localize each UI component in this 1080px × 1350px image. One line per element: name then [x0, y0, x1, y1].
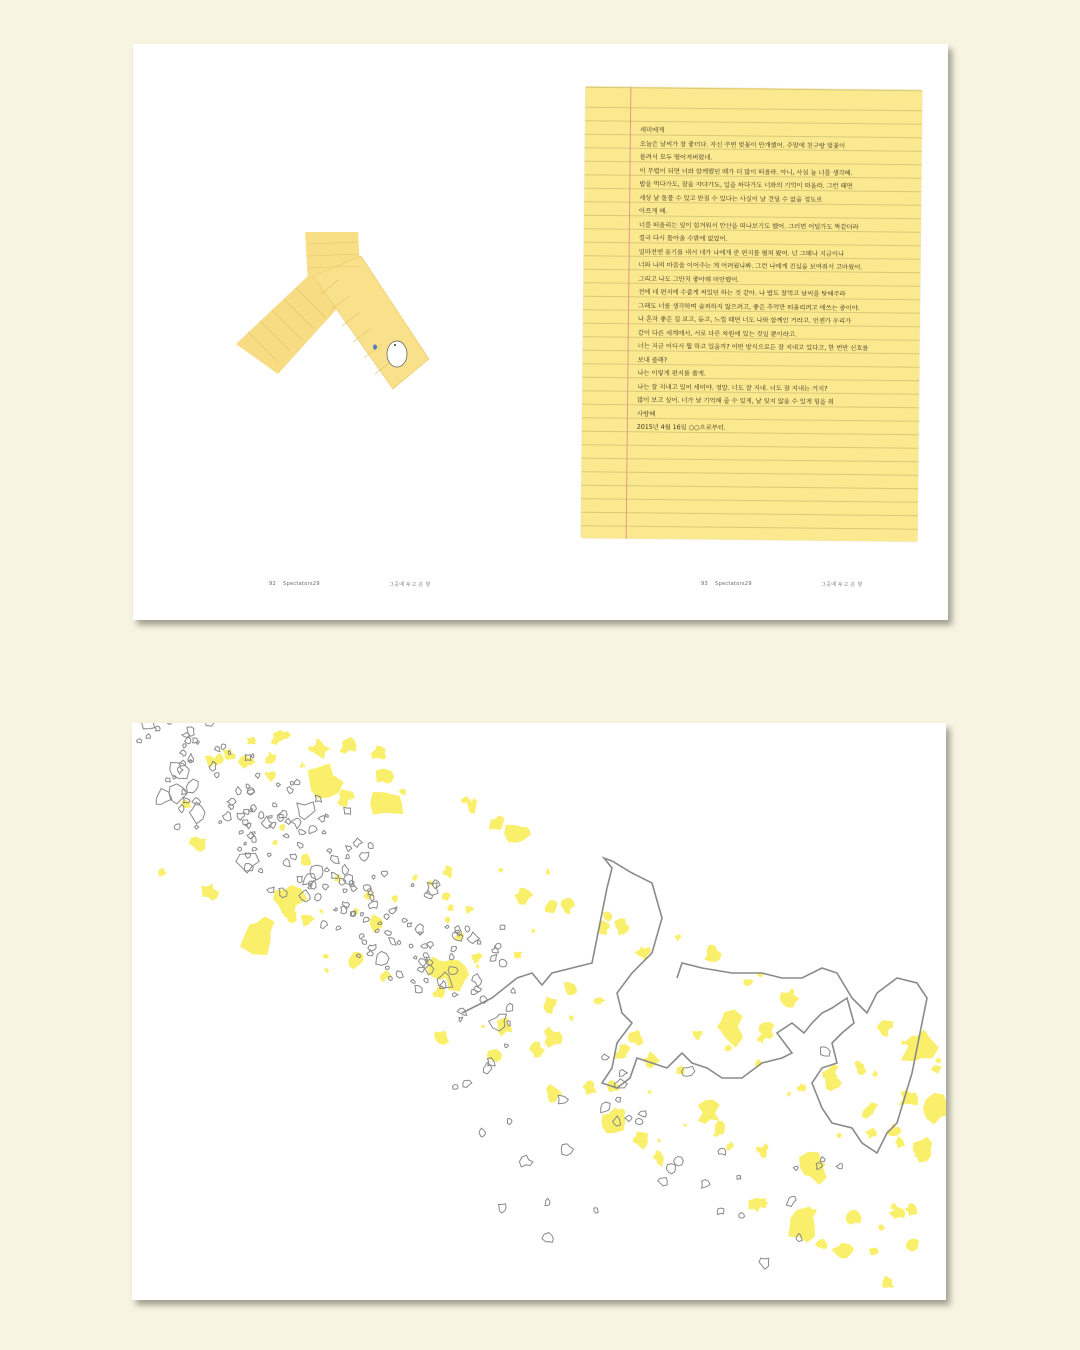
yellow-splash [272, 840, 277, 846]
island-outline [472, 974, 482, 987]
yellow-splash [743, 979, 753, 986]
letter-line: 그리고 나도 그만치 좋아해 미안했어. [638, 274, 740, 284]
yellow-splash [904, 1203, 917, 1216]
island-outline [402, 919, 407, 923]
yellow-splash [487, 1049, 503, 1062]
yellow-splash [284, 911, 297, 923]
right-magazine-name: Spectators29 [715, 581, 752, 587]
handwritten-letter-paper [581, 86, 923, 542]
island-outline [297, 802, 315, 820]
letter-line: 세미에게 [639, 125, 665, 135]
letter-line: 나는 이렇게 편지를 쓸게. [637, 368, 706, 378]
island-outline [299, 830, 306, 835]
island-outline [465, 926, 470, 932]
island-outline [315, 894, 321, 901]
bottom-magazine-spread [132, 723, 946, 1300]
yellow-splash [481, 1024, 486, 1028]
island-outline [601, 1102, 610, 1113]
yellow-splash [895, 1136, 905, 1149]
island-outline [283, 834, 289, 838]
yellow-splash [899, 1090, 919, 1106]
yellow-splash [376, 769, 395, 784]
yellow-splash [869, 1248, 879, 1256]
island-outline [193, 738, 198, 743]
island-outline [353, 838, 362, 847]
yellow-splashes [158, 730, 946, 1288]
island-outline [372, 875, 375, 879]
letter-line: 많이 보고 싶어. 너가 날 기억해 줄 수 있게, 날 잊지 않을 수 있게 힘을 줘 [637, 395, 834, 406]
yellow-splash [546, 869, 550, 876]
island-outline [542, 1233, 553, 1243]
island-outline [424, 978, 428, 983]
island-outline [511, 988, 516, 993]
island-outline [142, 723, 156, 729]
yellow-splash [312, 738, 331, 759]
island-outline [479, 1128, 486, 1137]
yellow-splash [529, 1041, 545, 1057]
island-outline [545, 1198, 550, 1205]
right-section-title: 그곳에 두고 온 방 [821, 582, 863, 588]
island-outline [334, 908, 338, 911]
island-outline [384, 914, 389, 920]
yellow-splash [447, 904, 454, 911]
island-outline [363, 917, 369, 922]
yellow-splash [906, 1239, 920, 1252]
letter-line: 같이 다른 세계에서, 서로 다른 차원에 있는 것일 뿐이라고. [637, 328, 797, 338]
island-outline [323, 884, 329, 890]
yellow-splash [652, 1150, 664, 1167]
island-outline [498, 1204, 506, 1213]
yellow-splash [301, 854, 311, 866]
island-outline [310, 865, 323, 880]
yellow-splash [504, 825, 531, 843]
island-outline [277, 783, 281, 787]
island-outline [666, 1164, 675, 1174]
island-outline [291, 781, 294, 785]
island-outline [820, 1047, 830, 1056]
island-outline [344, 807, 351, 814]
island-outline [445, 925, 449, 928]
island-outline [228, 805, 234, 810]
island-outline [294, 779, 300, 785]
yellow-splash [726, 1142, 734, 1151]
island-outline [409, 944, 413, 948]
island-outline [423, 953, 429, 958]
island-outline [303, 874, 316, 885]
island-outline [252, 832, 255, 835]
island-outline [167, 723, 171, 724]
island-outline [341, 907, 347, 915]
island-outline [519, 1155, 532, 1167]
letter-line: 나는 잘 지내고 있어 세미야. 정말. 너도 잘 지내. 너도 잘 지내는 거지? [637, 382, 828, 393]
island-outline [137, 739, 142, 743]
island-outline [361, 913, 364, 917]
island-outline [786, 1196, 796, 1206]
letter-line: 2015년 4월 16일 ○○으로부터. [636, 422, 726, 432]
yellow-splash [308, 763, 344, 798]
yellow-splash [862, 1102, 878, 1119]
island-outline [273, 803, 277, 807]
yellow-splash [748, 1197, 762, 1212]
yellow-splash [878, 1224, 884, 1231]
yellow-splash [787, 1092, 791, 1097]
yellow-splash [676, 1065, 685, 1074]
yellow-splash [340, 737, 357, 754]
island-outline [342, 902, 349, 909]
island-outline [242, 820, 248, 825]
island-outline [359, 934, 364, 940]
island-outline [247, 832, 254, 839]
yellow-splash [569, 1015, 574, 1021]
island-outline [297, 843, 303, 849]
yellow-splash [371, 745, 386, 759]
island-outline [287, 787, 293, 794]
yellow-splash [322, 953, 329, 958]
yellow-splash [647, 1090, 652, 1094]
island-outline [381, 871, 388, 877]
island-outline [483, 1062, 491, 1074]
yellow-splash [238, 755, 255, 769]
yellow-splash [434, 1031, 449, 1046]
island-outline [602, 1054, 610, 1060]
coastline-outline [462, 858, 927, 1153]
island-outline [619, 1070, 627, 1077]
letter-line: 아프게 해. [639, 206, 668, 216]
island-outline [453, 1085, 458, 1090]
letter-line: 결국 다시 돌아올 수밖에 없었어. [638, 233, 728, 243]
island-outline [407, 923, 411, 927]
island-outline [251, 754, 254, 758]
yellow-splash [717, 1009, 743, 1047]
island-outline [616, 1097, 621, 1102]
island-outline [290, 854, 297, 860]
island-outline [283, 858, 290, 866]
island-outline [836, 1163, 842, 1169]
letter-line: 밥을 먹다가도, 잠을 자다가도, 일을 하다가도 너와의 기억이 떠올라. 그런 때면 [639, 179, 853, 191]
island-outline [385, 966, 389, 969]
island-outline [165, 778, 170, 782]
yellow-splash [923, 1093, 946, 1124]
island-outline [331, 856, 340, 864]
island-outline [308, 886, 311, 889]
island-outline [411, 979, 415, 983]
yellow-splash [832, 1243, 854, 1259]
yellow-splash [444, 917, 450, 923]
yellow-splash [693, 1031, 703, 1040]
map-illustration [132, 723, 946, 1300]
yellow-splash [319, 909, 323, 914]
yellow-splash [189, 837, 206, 852]
margin-line [626, 87, 632, 539]
yellow-splash [593, 997, 605, 1005]
yellow-splash [628, 1030, 643, 1046]
island-outline [463, 1080, 472, 1087]
island-outline [174, 824, 180, 830]
island-outline [499, 959, 507, 967]
island-outline [451, 946, 457, 951]
island-outline [396, 971, 403, 978]
letter-line: 그래도 너를 생각하며 슬퍼하지 않으려고, 좋은 추억만 떠올리려고 애쓰는 중이야. [638, 301, 860, 312]
island-outline [178, 766, 184, 774]
island-outline [635, 1118, 643, 1124]
island-outline [421, 944, 428, 948]
yellow-splash [815, 1239, 828, 1249]
island-outline [237, 813, 245, 820]
yellow-splash [158, 868, 166, 877]
island-outline [490, 954, 497, 961]
island-outline [180, 750, 186, 756]
island-outline [239, 831, 243, 834]
yellow-splash [797, 1083, 807, 1092]
letter-line: 이 무렵이 되면 너와 함께했던 때가 더 많이 떠올라. 아니, 사실 늘 너를 생각해. [639, 166, 853, 177]
island-outline [269, 816, 273, 819]
yellow-splash [634, 946, 650, 960]
island-outline [269, 822, 276, 828]
yellow-splash [876, 1020, 893, 1037]
island-outline [179, 805, 184, 813]
island-outline [192, 798, 201, 805]
island-outline [322, 830, 326, 833]
letter-line: 너는 지금 어디서 뭘 하고 있을까? 어떤 방식으로든 잘 지내고 있다고, 한 번만 신호를 [637, 341, 869, 353]
left-page-number: 92 [269, 581, 276, 587]
yellow-splash [465, 906, 474, 914]
yellow-splash [348, 952, 363, 970]
island-outline [189, 802, 205, 824]
island-outline [214, 773, 219, 778]
island-outline [346, 854, 350, 858]
letter-line: 전에 네 편지에 수줍게 써있던 하는 것 같아. 나 밥도 잘먹고 날씨를 탓해주라 [638, 287, 846, 298]
yellow-splash [247, 736, 256, 744]
island-outline [246, 784, 250, 788]
yellow-splash [935, 1058, 941, 1064]
island-outline [223, 812, 232, 822]
yellow-splash [603, 911, 612, 921]
yellow-splash [544, 1027, 563, 1048]
island-outline [702, 1180, 711, 1189]
left-magazine-name: Spectators29 [283, 581, 320, 587]
island-outline [291, 818, 301, 829]
island-outline [415, 985, 422, 993]
island-outline [205, 723, 213, 726]
island-outline [505, 1044, 509, 1048]
island-outline [227, 798, 236, 805]
yellow-splash [471, 953, 483, 964]
island-outline [350, 884, 357, 892]
letter-line: 오늘은 날씨가 참 좋더다. 자신 주변 벚꽃이 만개했어. 주말에 친구랑 벚꽃이 [639, 139, 846, 150]
island-outline [418, 967, 425, 972]
island-outline [155, 726, 160, 731]
yellow-splash [837, 1132, 843, 1138]
island-outline [297, 876, 302, 883]
top-magazine-spread [133, 44, 948, 620]
yellow-splash [657, 1138, 661, 1142]
island-outline [674, 1157, 684, 1167]
yellow-splash [300, 763, 305, 769]
yellow-splash [561, 898, 576, 915]
island-outline [411, 884, 414, 887]
island-outline [343, 889, 347, 893]
right-page-number: 93 [701, 581, 708, 587]
island-outline [507, 1119, 512, 1125]
yellow-splash [240, 916, 274, 955]
island-outline [397, 941, 401, 945]
yellow-splash [442, 865, 453, 879]
island-outline [368, 843, 373, 849]
yellow-splash [724, 1045, 732, 1052]
island-outline [183, 744, 187, 748]
island-outline [658, 1178, 667, 1186]
island-outline [413, 956, 417, 959]
island-outline [325, 814, 328, 817]
letter-line: 사랑해 [636, 409, 656, 418]
island-outline [494, 943, 501, 949]
island-outline [267, 887, 274, 892]
yellow-splash [544, 996, 558, 1014]
yellow-splash [698, 1100, 720, 1124]
yellow-splash [546, 1084, 563, 1103]
island-outline [717, 1208, 724, 1214]
yellow-splash [324, 967, 330, 974]
island-outline [252, 847, 257, 851]
island-outline [625, 1115, 632, 1121]
island-outline [359, 852, 368, 861]
letter-line: 세상 날 돌볼 수 있고 만질 수 있다는 사실이 날 견딜 수 없을 정도로 [639, 193, 823, 204]
island-outline [561, 1144, 573, 1156]
yellow-splash [683, 1124, 687, 1127]
island-outline [500, 925, 505, 930]
yellow-splash [855, 1060, 867, 1075]
island-outline [219, 821, 222, 824]
island-outline [336, 926, 341, 930]
yellow-splash [531, 929, 535, 934]
island-outline [268, 853, 272, 857]
yellow-splash [865, 1128, 877, 1140]
yellow-splash [846, 1210, 862, 1225]
yellow-splash [301, 915, 315, 926]
yellow-splash [582, 1081, 596, 1096]
yellow-splash [201, 883, 219, 901]
yellow-splash [872, 1071, 878, 1077]
yellow-splash [489, 815, 505, 830]
left-section-title: 그곳에 두고 온 방 [389, 582, 431, 588]
island-outline [759, 1258, 769, 1269]
yellow-splash [545, 900, 558, 913]
letter-line: 몰려서 모두 떨어져버렸네. [639, 152, 713, 162]
island-outline [739, 1213, 745, 1219]
yellow-splash [756, 1143, 769, 1158]
yellow-splash [412, 875, 418, 881]
island-outline [221, 744, 226, 750]
island-outline [236, 787, 242, 795]
island-outline [638, 1111, 646, 1117]
island-outline [346, 846, 352, 852]
letter-line: 얼마전엔 용기를 내서 네가 나에게 준 편지를 펼쳐 봤어. 넌 그때나 지금이나 [638, 247, 845, 258]
yellow-splash [564, 982, 578, 995]
island-outline [395, 907, 397, 909]
island-outline [376, 951, 389, 965]
island-outline [418, 932, 422, 935]
island-outline [362, 940, 367, 944]
yellow-splash [265, 751, 276, 764]
island-outline [186, 779, 198, 793]
island-outline [215, 746, 220, 751]
island-outline [452, 993, 458, 997]
yellow-splash [391, 895, 398, 902]
island-outlines [137, 723, 843, 1269]
island-outline [187, 727, 194, 736]
island-outline [558, 1095, 568, 1104]
letter-line: 보내 줄래? [637, 355, 668, 364]
island-outline [252, 836, 256, 843]
island-outline [146, 734, 150, 739]
island-outline [258, 868, 263, 872]
island-outline [368, 901, 377, 909]
island-outline [342, 865, 348, 875]
yellow-splash [675, 934, 682, 941]
yellow-splash [476, 964, 480, 968]
yellow-splash [913, 1137, 932, 1163]
letter-line: 너를 떠올리는 일이 힘겨워서 안산을 떠나보기도 했어. 그러면 어딜가도 똑같더라 [638, 220, 859, 231]
island-outline [255, 773, 259, 778]
island-outline [327, 849, 332, 854]
yellow-splash [461, 796, 471, 804]
island-outline [309, 826, 317, 834]
letter-line: 나 혼자 좋은 길 보고, 듣고, 느낄 때면 너도 나와 함께인 거라고. 언젠가 우리가 [637, 314, 852, 326]
paper-scarf [236, 232, 429, 389]
yellow-splash [779, 990, 799, 1008]
yellow-splash [704, 945, 721, 963]
yellow-splash [931, 1065, 942, 1074]
yellow-splash [498, 868, 503, 873]
island-outline [324, 868, 329, 872]
letter-line: 너와 나의 마음을 이어주는 게 어려웠나봐. 그런 나에게 진심을 보여줘서 고마웠어. [638, 260, 863, 272]
island-outline [238, 847, 242, 851]
yellow-splash [442, 893, 451, 902]
island-outline [318, 816, 325, 823]
island-outline [793, 1166, 798, 1170]
island-outline [259, 811, 264, 818]
yellow-splash [370, 792, 403, 815]
island-outline [477, 941, 481, 945]
island-outline [321, 920, 328, 928]
island-outline [244, 810, 249, 815]
island-outline [285, 818, 290, 824]
handwritten-letter [637, 124, 920, 437]
island-outline [244, 842, 246, 845]
island-outline [389, 938, 396, 945]
island-outline [368, 945, 376, 951]
island-outline [449, 953, 454, 959]
island-outline [194, 825, 198, 829]
island-outline [718, 1148, 726, 1155]
island-outline [384, 931, 391, 936]
yellow-splash [514, 952, 523, 959]
island-outline [594, 1208, 598, 1213]
island-outline [506, 1003, 512, 1011]
island-outline [737, 1175, 741, 1179]
yellow-splash [882, 1276, 894, 1288]
island-outline [459, 1017, 463, 1022]
yellow-splash [266, 771, 276, 782]
yellow-splash [399, 789, 406, 796]
yellow-splash [279, 824, 285, 831]
